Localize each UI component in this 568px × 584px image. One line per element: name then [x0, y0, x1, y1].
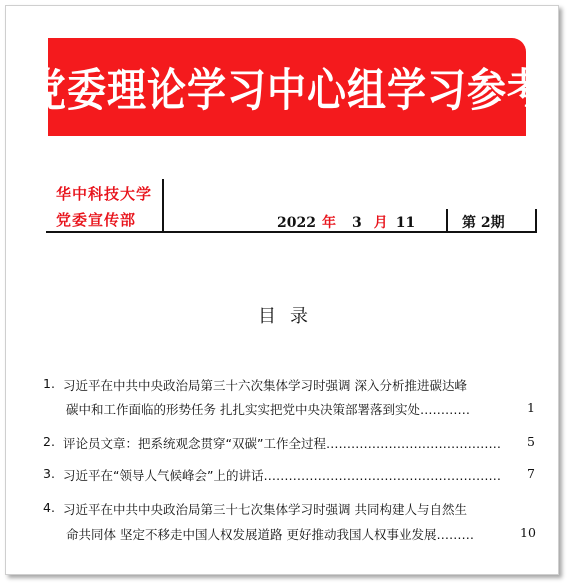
toc-item-title: 习近平在中共中央政治局第三十六次集体学习时强调 深入分析推进碳达峰	[63, 378, 467, 393]
date-year: 2022	[277, 215, 316, 231]
header-banner	[27, 38, 548, 136]
toc-item-number: 4.	[43, 500, 55, 515]
toc-item-page: 1	[527, 400, 535, 415]
header-rule	[46, 231, 537, 233]
toc-title: 目录	[258, 306, 322, 327]
date-month: 3	[351, 215, 362, 231]
document-page	[5, 5, 559, 575]
issuer-department: 党委宣传部	[56, 211, 137, 229]
toc-item-number: 1.	[43, 376, 55, 391]
date-year-unit: 年	[321, 215, 336, 231]
toc-item-title-cont: 碳中和工作面临的形势任务 扎扎实实把党中央决策部署落到实处…………	[66, 402, 470, 417]
toc-item-page: 10	[520, 525, 536, 540]
separator	[446, 209, 448, 231]
toc-item-title: 评论员文章：把系统观念贯穿“双碳”工作全过程……………………………………	[63, 436, 501, 451]
toc-item-page: 5	[527, 434, 535, 449]
separator	[535, 209, 537, 231]
date-day: 11	[395, 215, 416, 231]
issue-date	[277, 212, 415, 232]
toc-item-number: 2.	[43, 434, 55, 449]
toc-item-title-cont: 命共同体 坚定不移走中国人权发展道路 更好推动我国人权事业发展………	[66, 527, 474, 542]
toc-item-title: 习近平在“领导人气候峰会”上的讲话…………………………………………………	[63, 468, 501, 483]
toc-item-page: 7	[527, 466, 535, 481]
date-month-unit: 月	[373, 215, 388, 231]
toc-item-title: 习近平在中共中央政治局第三十七次集体学习时强调 共同构建人与自然生	[63, 502, 467, 517]
publication-title: 党委理论学习中心组学习参考	[27, 64, 548, 117]
toc-item-number: 3.	[43, 466, 55, 481]
issuer-university: 华中科技大学	[56, 185, 153, 203]
issuer-block	[46, 179, 164, 233]
issue-number: 第 2期	[462, 215, 505, 231]
